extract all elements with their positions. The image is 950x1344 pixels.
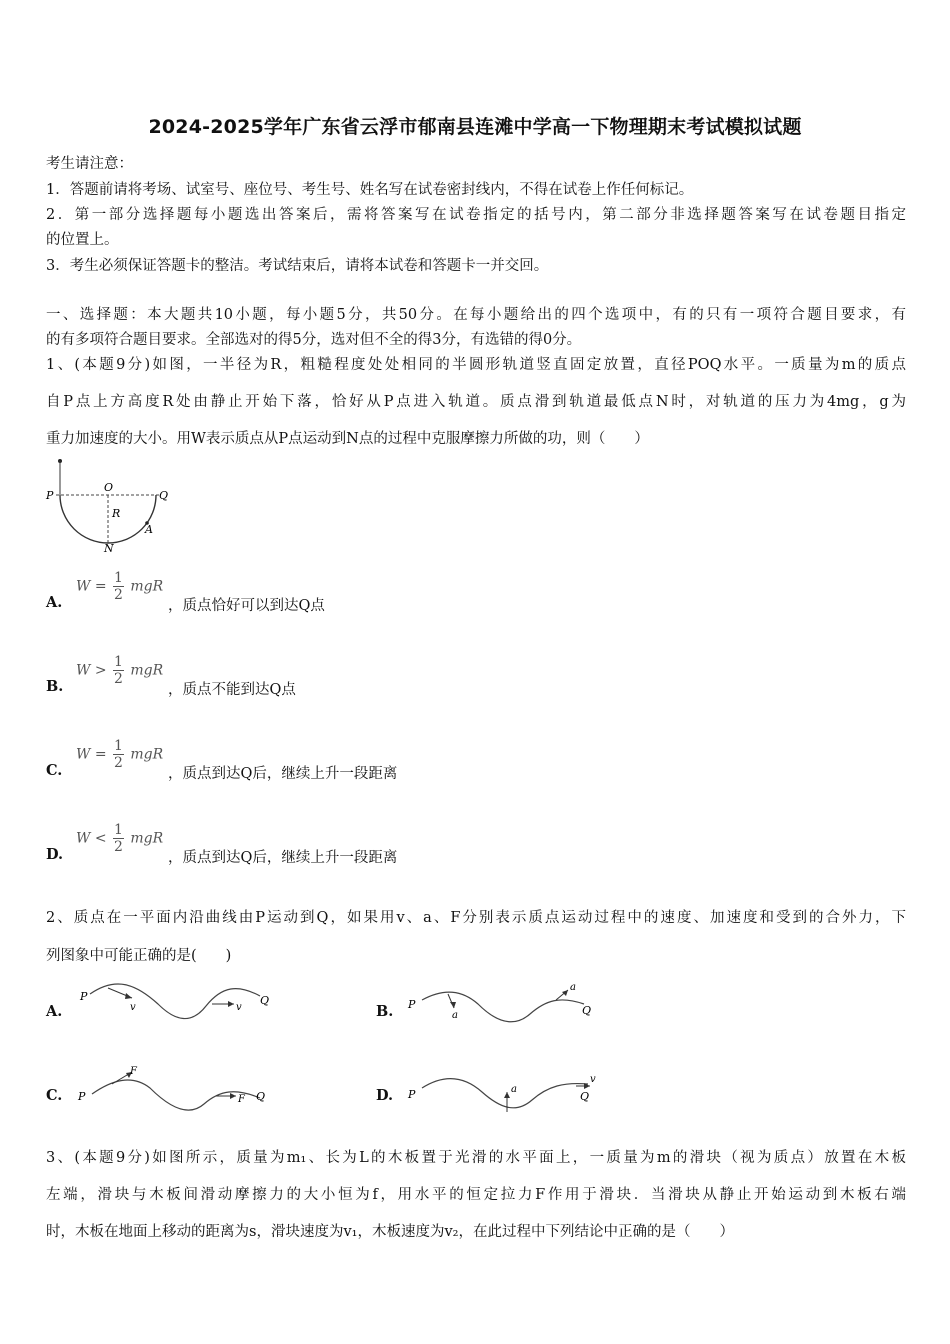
fraction-numerator: 1 [114, 738, 123, 754]
q1-option-c[interactable] [46, 736, 546, 786]
formula-rhs: mgR [130, 662, 164, 679]
curve-path [90, 984, 260, 1019]
label-p: P [46, 489, 54, 502]
notice-item-2a: 2．第一部分选择题每小题选出答案后，需将答案写在试卷指定的括号内，第二部分非选择题答案写在试卷题目指定 [46, 207, 906, 223]
formula-lhs: W = [76, 578, 107, 595]
vector-label-1: v [130, 1002, 136, 1013]
notice-heading: 考生请注意： [46, 156, 133, 172]
q2-line-1: 2、质点在一平面内沿曲线由P运动到Q，如果用v、a、F分别表示质点运动过程中的速度、加速度和受到的合外力，下 [46, 910, 906, 926]
formula-rhs: mgR [130, 746, 164, 763]
end-label: Q [256, 1090, 266, 1103]
q1-line-2: 自P点上方高度R处由静止开始下落，恰好从P点进入轨道。质点滑到轨道最低点N时，对轨道的压力为4mg，g为 [46, 394, 906, 410]
start-label: P [78, 1090, 86, 1103]
option-label: B. [46, 678, 64, 695]
vector-label-2: F [238, 1094, 245, 1105]
option-text: ，质点到达Q后，继续上升一段距离 [168, 766, 398, 782]
option-label: A. [46, 594, 63, 611]
label-n: N [104, 542, 114, 555]
option-label: C. [46, 762, 63, 779]
start-label: P [408, 998, 416, 1011]
arrowhead-icon [504, 1092, 510, 1098]
arrowhead-icon [125, 993, 132, 999]
curve-path [422, 1079, 588, 1108]
arrowhead-icon [228, 1001, 234, 1007]
q2-option-c-label[interactable]: C. [46, 1087, 63, 1104]
fraction-denominator: 2 [114, 671, 123, 687]
option-formula [76, 654, 163, 687]
formula-lhs: W < [76, 830, 107, 847]
arrowhead-icon [450, 1002, 456, 1008]
arrowhead-icon [230, 1093, 236, 1099]
fraction-denominator: 2 [114, 839, 123, 855]
option-text: ，质点恰好可以到达Q点 [168, 598, 325, 614]
end-label: Q [260, 994, 270, 1007]
fraction-numerator: 1 [114, 570, 123, 586]
q3-line-2: 左端，滑块与木板间滑动摩擦力的大小恒为f，用水平的恒定拉力F作用于滑块．当滑块从静止开始运动到木板右端 [46, 1187, 906, 1203]
option-formula [76, 570, 163, 603]
vector-label-1: a [511, 1084, 517, 1095]
vector-label-1: a [452, 1010, 458, 1021]
option-text: ，质点到达Q后，继续上升一段距离 [168, 850, 398, 866]
section-intro-line-2: 的有多项符合题目要求。全部选对的得5分，选对但不全的得3分，有选错的得0分。 [46, 332, 582, 348]
q1-option-d[interactable] [46, 820, 546, 870]
q3-line-1: 3、(本题9分)如图所示，质量为m₁、长为L的木板置于光滑的水平面上，一质量为m的滑块（视为质点）放置在木板 [46, 1150, 906, 1166]
label-q: Q [159, 489, 169, 502]
option-label: D. [46, 846, 64, 863]
formula-rhs: mgR [130, 578, 164, 595]
fraction-denominator: 2 [114, 587, 123, 603]
q1-semicircle-track-figure [44, 455, 184, 555]
q2-option-b-label[interactable]: B. [376, 1003, 394, 1020]
formula-lhs: W > [76, 662, 107, 679]
q1-line-1: 1、(本题9分)如图，一半径为R，粗糙程度处处相同的半圆形轨道竖直固定放置，直径POQ水平。一质量为m的质点 [46, 357, 906, 373]
q2-option-a-figure[interactable] [76, 980, 276, 1030]
notice-item-3: 3．考生必须保证答题卡的整洁。考试结束后，请将本试卷和答题卡一并交回。 [46, 258, 549, 274]
q1-option-b[interactable] [46, 652, 546, 702]
vector-label-1: F [130, 1066, 137, 1077]
option-formula [76, 822, 163, 855]
arrowhead-icon [562, 990, 568, 996]
q2-option-a-label[interactable]: A. [46, 1003, 63, 1020]
fraction [113, 822, 124, 855]
vector-label-2: a [570, 982, 576, 993]
label-o: O [104, 481, 114, 494]
fraction-denominator: 2 [114, 755, 123, 771]
notice-item-1: 1．答题前请将考场、试室号、座位号、考生号、姓名写在试卷密封线内，不得在试卷上作任何标记。 [46, 182, 694, 198]
option-formula [76, 738, 163, 771]
q1-line-3: 重力加速度的大小。用W表示质点从P点运动到N点的过程中克服摩擦力所做的功，则（ ） [46, 431, 649, 447]
fraction [113, 654, 124, 687]
fraction [113, 738, 124, 771]
option-text: ，质点不能到达Q点 [168, 682, 296, 698]
q3-line-3: 时，木板在地面上移动的距离为s，滑块速度为v₁，木板速度为v₂，在此过程中下列结论中正确的是（ ） [46, 1224, 734, 1240]
end-label: Q [582, 1004, 592, 1017]
fraction-numerator: 1 [114, 822, 123, 838]
q2-line-2: 列图象中可能正确的是( ) [46, 948, 232, 964]
fraction-numerator: 1 [114, 654, 123, 670]
q2-option-b-figure[interactable] [404, 978, 604, 1032]
fraction [113, 570, 124, 603]
start-label: P [408, 1088, 416, 1101]
vector-label-2: v [590, 1074, 596, 1085]
q2-option-d-figure[interactable] [404, 1062, 604, 1120]
exam-title: 2024-2025学年广东省云浮市郁南县连滩中学高一下物理期末考试模拟试题 [148, 116, 802, 138]
q1-option-a[interactable] [46, 568, 546, 618]
label-a: A [145, 523, 153, 536]
section-intro-line-1: 一、选择题：本大题共10小题，每小题5分，共50分。在每小题给出的四个选项中，有的只有一项符合题目要求，有 [46, 307, 906, 323]
curve-path [92, 1080, 260, 1110]
formula-lhs: W = [76, 746, 107, 763]
q2-option-d-label[interactable]: D. [376, 1087, 394, 1104]
q2-option-c-figure[interactable] [76, 1062, 276, 1120]
end-label: Q [580, 1090, 590, 1103]
vector-label-2: v [236, 1002, 242, 1013]
label-r: R [112, 507, 121, 520]
notice-item-2b: 的位置上。 [46, 232, 119, 248]
start-label: P [80, 990, 88, 1003]
formula-rhs: mgR [130, 830, 164, 847]
